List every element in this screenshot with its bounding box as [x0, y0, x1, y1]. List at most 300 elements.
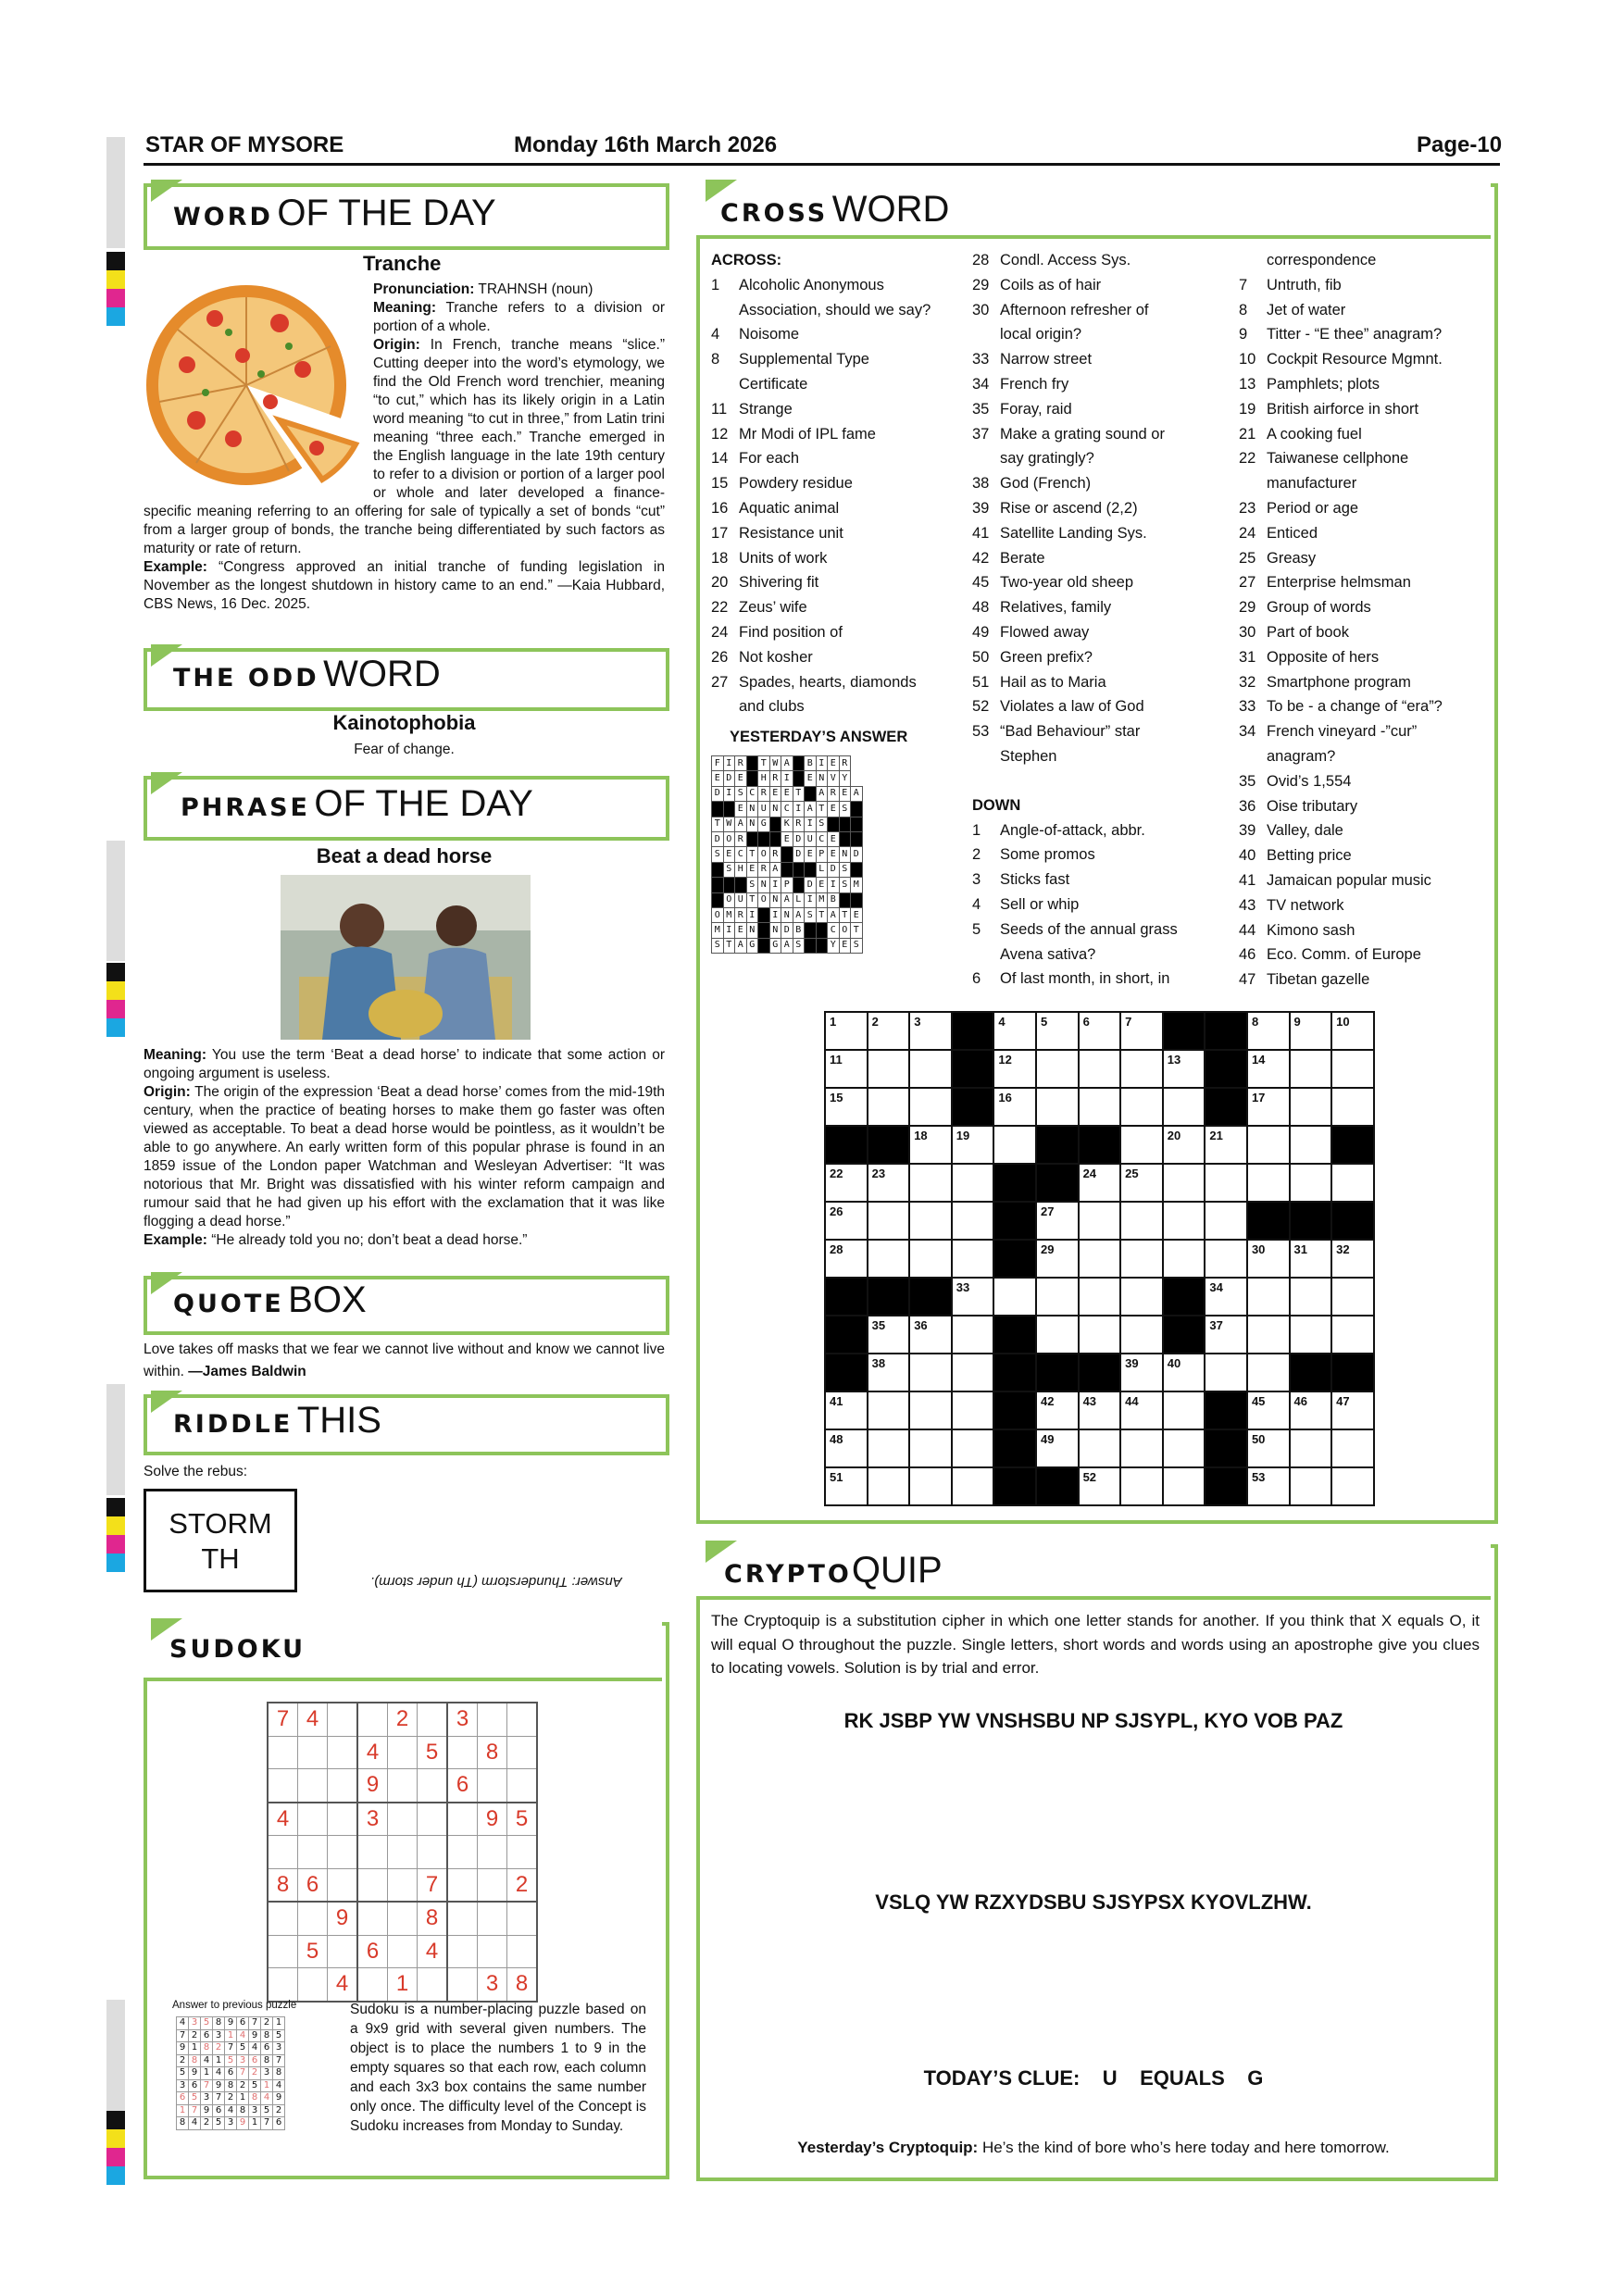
- crossword-cell[interactable]: [1120, 1240, 1163, 1278]
- sudoku-cell[interactable]: [447, 1968, 478, 2002]
- answer-letter: O: [758, 892, 770, 907]
- crossword-cell[interactable]: [952, 1240, 994, 1278]
- sudoku-cell: 3: [447, 1703, 478, 1736]
- crossword-cell[interactable]: [909, 1391, 952, 1429]
- clue-text: TV network: [1267, 896, 1344, 914]
- crossword-cell[interactable]: [1205, 1126, 1247, 1164]
- crossword-cell[interactable]: [1331, 1164, 1374, 1202]
- sudoku-cell[interactable]: [447, 1736, 478, 1769]
- answer-cell: 5: [273, 2029, 285, 2042]
- crossword-cell[interactable]: [1120, 1012, 1163, 1050]
- crossword-cell[interactable]: [1205, 1316, 1247, 1354]
- sudoku-cell[interactable]: [478, 1868, 507, 1902]
- crossword-cell[interactable]: [1120, 1354, 1163, 1391]
- black-square: [723, 878, 735, 892]
- sudoku-cell[interactable]: [357, 1902, 388, 1935]
- crossword-cell[interactable]: [1120, 1429, 1163, 1467]
- crossword-cell[interactable]: [1036, 1088, 1079, 1126]
- black-square: [805, 786, 817, 801]
- crossword-cell[interactable]: [1120, 1391, 1163, 1429]
- sudoku-cell[interactable]: [268, 1836, 298, 1869]
- clue-text: Untruth, fib: [1267, 276, 1342, 293]
- crossword-cell[interactable]: [825, 1391, 868, 1429]
- cell-number: [1121, 1468, 1162, 1470]
- crossword-cell[interactable]: [1079, 1050, 1121, 1088]
- crossword-cell[interactable]: [952, 1278, 994, 1316]
- sudoku-cell[interactable]: [418, 1803, 448, 1836]
- crossword-cell[interactable]: [1036, 1050, 1079, 1088]
- cell-number: 36: [914, 1318, 928, 1332]
- sudoku-cell[interactable]: [418, 1769, 448, 1803]
- black-square: [828, 817, 840, 831]
- cell-number: 38: [871, 1356, 886, 1370]
- crossword-cell[interactable]: [1120, 1050, 1163, 1088]
- crossword-cell[interactable]: [952, 1354, 994, 1391]
- crossword-cell[interactable]: [993, 1126, 1036, 1164]
- clue-number: 22: [711, 599, 729, 617]
- answer-letter: A: [781, 892, 793, 907]
- crossword-cell[interactable]: [868, 1354, 910, 1391]
- sudoku-cell[interactable]: [388, 1868, 418, 1902]
- crossword-cell[interactable]: [1036, 1278, 1079, 1316]
- cell-number: [1164, 1089, 1205, 1091]
- clue-number: 23: [1239, 499, 1256, 517]
- crossword-cell[interactable]: [1205, 1278, 1247, 1316]
- crossword-cell[interactable]: [1163, 1202, 1206, 1240]
- answer-cell: 6: [177, 2092, 189, 2105]
- crossword-cell[interactable]: [1247, 1391, 1290, 1429]
- clue-text: Stephen: [1000, 747, 1057, 765]
- crossword-cell[interactable]: [1079, 1012, 1121, 1050]
- cell-number: [1164, 1392, 1205, 1394]
- crossword-cell[interactable]: [1163, 1126, 1206, 1164]
- crossword-cell[interactable]: [1079, 1467, 1121, 1505]
- clue-number: [1239, 471, 1267, 496]
- crossword-cell[interactable]: [1079, 1240, 1121, 1278]
- sudoku-cell[interactable]: [268, 1902, 298, 1935]
- crossword-cell[interactable]: [993, 1050, 1036, 1088]
- crossword-cell[interactable]: [868, 1429, 910, 1467]
- clue-text: Resistance unit: [739, 524, 843, 542]
- crossword-cell[interactable]: [1163, 1050, 1206, 1088]
- across-clue: [711, 422, 952, 447]
- sudoku-cell[interactable]: [478, 1703, 507, 1736]
- crossword-cell[interactable]: [1331, 1240, 1374, 1278]
- crossword-cell[interactable]: [1290, 1164, 1332, 1202]
- sudoku-cell[interactable]: [328, 1803, 358, 1836]
- sudoku-cell[interactable]: [388, 1803, 418, 1836]
- crossword-cell[interactable]: [909, 1012, 952, 1050]
- sudoku-cell[interactable]: [418, 1968, 448, 2002]
- sudoku-cell[interactable]: [328, 1868, 358, 1902]
- cell-number: [1080, 1316, 1120, 1318]
- sudoku-cell[interactable]: [388, 1935, 418, 1968]
- crossword-cell[interactable]: [1247, 1240, 1290, 1278]
- crossword-cell[interactable]: [1331, 1316, 1374, 1354]
- crossword-cell[interactable]: [909, 1050, 952, 1088]
- crossword-cell[interactable]: [952, 1467, 994, 1505]
- clue-number: 1: [972, 821, 981, 839]
- answer-cell: 8: [201, 2042, 213, 2055]
- crossword-cell[interactable]: [1290, 1126, 1332, 1164]
- across-clue: [711, 446, 952, 471]
- clue-number: 49: [972, 623, 990, 641]
- answer-cell: 4: [225, 2104, 237, 2117]
- sudoku-cell[interactable]: [357, 1868, 388, 1902]
- registration-cyan: [106, 1018, 125, 1037]
- across-clue: [972, 744, 1231, 769]
- answer-letter: H: [735, 862, 747, 877]
- sudoku-cell[interactable]: [447, 1803, 478, 1836]
- clue-number: 1: [711, 276, 720, 293]
- crossword-cell[interactable]: [1331, 1050, 1374, 1088]
- sudoku-cell[interactable]: [328, 1836, 358, 1869]
- crossword-cell[interactable]: [1331, 1088, 1374, 1126]
- crossword-cell[interactable]: [909, 1240, 952, 1278]
- answer-cell: 6: [249, 2054, 261, 2067]
- crossword-cell[interactable]: [1079, 1088, 1121, 1126]
- sudoku-cell[interactable]: [478, 1836, 507, 1869]
- registration-yellow: [106, 981, 125, 1000]
- crossword-cell[interactable]: [909, 1429, 952, 1467]
- cell-number: [1037, 1279, 1078, 1280]
- crossword-cell[interactable]: [1120, 1164, 1163, 1202]
- cell-number: 23: [871, 1167, 886, 1180]
- black-square: [1163, 1316, 1206, 1354]
- crossword-cell[interactable]: [1120, 1088, 1163, 1126]
- cell-number: 14: [1251, 1053, 1266, 1067]
- crossword-cell[interactable]: [1163, 1467, 1206, 1505]
- crossword-cell[interactable]: [825, 1467, 868, 1505]
- crossword-cell[interactable]: [909, 1202, 952, 1240]
- crossword-cell[interactable]: [909, 1354, 952, 1391]
- crossword-cell[interactable]: [1205, 1240, 1247, 1278]
- crossword-cell[interactable]: [1290, 1316, 1332, 1354]
- sudoku-cell[interactable]: [418, 1703, 448, 1736]
- black-square: [868, 1126, 910, 1164]
- clue-number: 48: [972, 599, 990, 617]
- sudoku-cell[interactable]: [298, 1968, 328, 2002]
- crossword-cell[interactable]: [1036, 1429, 1079, 1467]
- answer-letter: G: [769, 938, 781, 953]
- sudoku-cell[interactable]: [268, 1769, 298, 1803]
- clue-text: God (French): [1000, 475, 1092, 493]
- sudoku-cell[interactable]: [328, 1736, 358, 1769]
- sudoku-cell[interactable]: [447, 1935, 478, 1968]
- down-clue: [1239, 893, 1489, 918]
- sudoku-table: [267, 1702, 538, 2003]
- down-clue: [1239, 645, 1489, 670]
- crossword-cell[interactable]: [868, 1240, 910, 1278]
- answer-letter: S: [712, 938, 724, 953]
- crossword-cell[interactable]: [1331, 1278, 1374, 1316]
- cell-number: [868, 1241, 909, 1242]
- crossword-cell[interactable]: [825, 1429, 868, 1467]
- crossword-cell[interactable]: [825, 1088, 868, 1126]
- cell-number: [1248, 1316, 1289, 1318]
- registration-magenta: [106, 1000, 125, 1018]
- word-headword: Tranche: [363, 252, 442, 275]
- sudoku-cell[interactable]: [268, 1968, 298, 2002]
- crossword-cell[interactable]: [1247, 1316, 1290, 1354]
- crossword-cell[interactable]: [868, 1088, 910, 1126]
- answer-letter: U: [758, 802, 770, 817]
- answer-cell: 2: [177, 2054, 189, 2067]
- answer-letter: T: [816, 802, 828, 817]
- answer-letter: O: [839, 923, 851, 938]
- crossword-cell[interactable]: [952, 1202, 994, 1240]
- sudoku-cell[interactable]: [268, 1935, 298, 1968]
- crossword-cell[interactable]: [909, 1088, 952, 1126]
- cell-number: [1164, 1468, 1205, 1470]
- crossword-cell[interactable]: [1079, 1278, 1121, 1316]
- answer-cell: 6: [213, 2104, 225, 2117]
- answer-letter: L: [816, 862, 828, 877]
- crossword-cell[interactable]: [952, 1164, 994, 1202]
- sudoku-cell[interactable]: [388, 1902, 418, 1935]
- cell-number: 27: [1040, 1204, 1055, 1218]
- cell-number: [1332, 1089, 1373, 1091]
- crossword-cell[interactable]: [952, 1126, 994, 1164]
- sudoku-cell[interactable]: [357, 1836, 388, 1869]
- crossword-cell[interactable]: [1331, 1467, 1374, 1505]
- crossword-cell[interactable]: [825, 1240, 868, 1278]
- crossword-cell[interactable]: [1079, 1202, 1121, 1240]
- cell-number: 8: [1251, 1015, 1259, 1029]
- crossword-cell[interactable]: [952, 1391, 994, 1429]
- cryptoquip-line-2: VSLQ YW RZXYDSBU SJSYPSX KYOVLZHW.: [875, 1890, 1312, 1914]
- crossword-cell[interactable]: [1247, 1429, 1290, 1467]
- crossword-cell[interactable]: [909, 1467, 952, 1505]
- sudoku-cell: 3: [357, 1803, 388, 1836]
- down-clue: [972, 917, 1231, 942]
- cell-number: [1080, 1203, 1120, 1204]
- sudoku-cell[interactable]: [328, 1703, 358, 1736]
- crossword-cell[interactable]: [1120, 1278, 1163, 1316]
- cell-number: [868, 1203, 909, 1204]
- crossword-cell[interactable]: [1036, 1240, 1079, 1278]
- crossword-cell[interactable]: [1247, 1088, 1290, 1126]
- crossword-cell[interactable]: [1036, 1316, 1079, 1354]
- crossword-cell[interactable]: [868, 1316, 910, 1354]
- cell-number: 47: [1336, 1394, 1350, 1408]
- sudoku-cell[interactable]: [507, 1769, 538, 1803]
- black-square: [723, 802, 735, 817]
- cell-number: [953, 1316, 993, 1318]
- sudoku-cell[interactable]: [478, 1902, 507, 1935]
- sudoku-cell[interactable]: [447, 1868, 478, 1902]
- crossword-cell[interactable]: [1079, 1164, 1121, 1202]
- crossword-cell[interactable]: [993, 1088, 1036, 1126]
- sudoku-cell[interactable]: [328, 1935, 358, 1968]
- sudoku-cell[interactable]: [328, 1769, 358, 1803]
- clue-text: To be - a change of “era”?: [1267, 698, 1443, 716]
- crossword-cell[interactable]: [952, 1429, 994, 1467]
- answer-letter: M: [816, 892, 828, 907]
- cell-number: 50: [1251, 1432, 1266, 1446]
- down-clue: [1239, 744, 1489, 769]
- clue-text: Hail as to Maria: [1000, 673, 1106, 691]
- answer-cell: 6: [189, 2079, 201, 2092]
- cell-number: 7: [1125, 1015, 1132, 1029]
- crossword-cell[interactable]: [909, 1164, 952, 1202]
- crossword-cell[interactable]: [1290, 1050, 1332, 1088]
- crossword-cell[interactable]: [909, 1126, 952, 1164]
- crossword-cell[interactable]: [909, 1316, 952, 1354]
- crossword-cell[interactable]: [1290, 1278, 1332, 1316]
- sudoku-cell[interactable]: [447, 1836, 478, 1869]
- crossword-cell[interactable]: [1290, 1088, 1332, 1126]
- black-square: [839, 831, 851, 846]
- sudoku-cell[interactable]: [298, 1769, 328, 1803]
- crossword-cell[interactable]: [1163, 1240, 1206, 1278]
- crossword-cell[interactable]: [1036, 1202, 1079, 1240]
- crossword-cell[interactable]: [825, 1050, 868, 1088]
- crossword-cell[interactable]: [1036, 1012, 1079, 1050]
- crossword-cell[interactable]: [1120, 1202, 1163, 1240]
- cell-number: [1291, 1089, 1331, 1091]
- answer-cell: 3: [189, 2017, 201, 2030]
- sudoku-cell[interactable]: [298, 1803, 328, 1836]
- crossword-cell[interactable]: [1163, 1391, 1206, 1429]
- crossword-cell[interactable]: [1247, 1278, 1290, 1316]
- crossword-cell[interactable]: [1205, 1202, 1247, 1240]
- crossword-cell[interactable]: [825, 1202, 868, 1240]
- crossword-cell[interactable]: [1079, 1429, 1121, 1467]
- answer-letter: S: [839, 878, 851, 892]
- cell-number: [1206, 1354, 1246, 1356]
- sudoku-cell[interactable]: [507, 1736, 538, 1769]
- crossword-cell[interactable]: [1247, 1012, 1290, 1050]
- sudoku-cell[interactable]: [478, 1935, 507, 1968]
- crossword-cell[interactable]: [1163, 1429, 1206, 1467]
- sudoku-cell[interactable]: [507, 1836, 538, 1869]
- crossword-cell[interactable]: [1120, 1126, 1163, 1164]
- crossword-cell[interactable]: [868, 1164, 910, 1202]
- crossword-cell[interactable]: [868, 1467, 910, 1505]
- crossword-cell[interactable]: [868, 1202, 910, 1240]
- black-square: [746, 831, 758, 846]
- clue-text: Kimono sash: [1267, 921, 1355, 939]
- answer-letter: Y: [839, 771, 851, 786]
- crossword-cell[interactable]: [825, 1164, 868, 1202]
- across-clue: [711, 670, 952, 695]
- answer-cell: 8: [213, 2017, 225, 2030]
- crossword-cell[interactable]: [825, 1012, 868, 1050]
- crossword-cell[interactable]: [1247, 1467, 1290, 1505]
- crossword-cell[interactable]: [868, 1391, 910, 1429]
- crossword-cell[interactable]: [1290, 1429, 1332, 1467]
- riddle-prompt: Solve the rebus:: [144, 1464, 248, 1479]
- across-clue: [972, 595, 1231, 620]
- black-square: [769, 831, 781, 846]
- sudoku-cell[interactable]: [507, 1902, 538, 1935]
- crossword-cell[interactable]: [993, 1012, 1036, 1050]
- down-clue: [1239, 818, 1489, 843]
- crossword-cell[interactable]: [1079, 1316, 1121, 1354]
- crossword-cell[interactable]: [1205, 1354, 1247, 1391]
- crossword-cell[interactable]: [1331, 1012, 1374, 1050]
- sudoku-cell[interactable]: [507, 1703, 538, 1736]
- sudoku-cell[interactable]: [507, 1935, 538, 1968]
- answer-letter: I: [816, 756, 828, 771]
- crossword-cell[interactable]: [1247, 1050, 1290, 1088]
- crossword-cell[interactable]: [993, 1278, 1036, 1316]
- clue-number: [1239, 248, 1267, 273]
- crossword-cell[interactable]: [1331, 1391, 1374, 1429]
- cell-number: 11: [830, 1053, 843, 1067]
- sudoku-cell[interactable]: [388, 1836, 418, 1869]
- crossword-cell[interactable]: [1290, 1391, 1332, 1429]
- crossword-cell[interactable]: [1079, 1391, 1121, 1429]
- answer-letter: T: [746, 892, 758, 907]
- crossword-cell[interactable]: [1247, 1354, 1290, 1391]
- crossword-cell[interactable]: [1290, 1240, 1332, 1278]
- answer-cell: 6: [261, 2042, 273, 2055]
- crossword-cell[interactable]: [1120, 1316, 1163, 1354]
- answer-letter: O: [723, 831, 735, 846]
- crossword-cell[interactable]: [1163, 1354, 1206, 1391]
- clue-number: 30: [1239, 623, 1256, 641]
- sudoku-cell[interactable]: [357, 1968, 388, 2002]
- crossword-cell[interactable]: [1205, 1164, 1247, 1202]
- black-square: [758, 938, 770, 953]
- crossword-cell[interactable]: [1163, 1164, 1206, 1202]
- crossword-cell[interactable]: [868, 1012, 910, 1050]
- sudoku-cell[interactable]: [298, 1902, 328, 1935]
- crossword-cell[interactable]: [1290, 1012, 1332, 1050]
- sudoku-cell[interactable]: [388, 1769, 418, 1803]
- sudoku-cell[interactable]: [298, 1736, 328, 1769]
- sudoku-cell[interactable]: [418, 1836, 448, 1869]
- clue-text: Green prefix?: [1000, 648, 1093, 666]
- cell-number: [1332, 1316, 1373, 1318]
- sudoku-cell: 8: [418, 1902, 448, 1935]
- riddle-answer-upside-down: Answer: Thunderstorm (Th under storm).: [370, 1574, 622, 1590]
- clue-text: Cockpit Resource Mgmnt.: [1267, 351, 1443, 368]
- sudoku-cell[interactable]: [298, 1836, 328, 1869]
- crossword-cell[interactable]: [952, 1316, 994, 1354]
- sudoku-cell[interactable]: [478, 1769, 507, 1803]
- cell-number: [1291, 1430, 1331, 1432]
- sudoku-cell[interactable]: [357, 1703, 388, 1736]
- crossword-cell[interactable]: [1331, 1429, 1374, 1467]
- crossword-cell[interactable]: [868, 1050, 910, 1088]
- crossword-cell[interactable]: [1036, 1391, 1079, 1429]
- crossword-cell[interactable]: [1247, 1126, 1290, 1164]
- sudoku-cell[interactable]: [388, 1736, 418, 1769]
- sudoku-cell: 7: [268, 1703, 298, 1736]
- black-square: [746, 756, 758, 771]
- cell-number: [1332, 1165, 1373, 1167]
- clue-text: Angle-of-attack, abbr.: [1000, 821, 1145, 839]
- clue-text: Two-year old sheep: [1000, 574, 1133, 592]
- cell-number: [953, 1165, 993, 1167]
- clue-number: 40: [1239, 847, 1256, 865]
- clue-number: 11: [711, 400, 728, 418]
- clue-number: 43: [1239, 896, 1256, 914]
- sudoku-cell[interactable]: [268, 1736, 298, 1769]
- crossword-cell[interactable]: [1247, 1164, 1290, 1202]
- crossword-cell[interactable]: [1163, 1088, 1206, 1126]
- answer-cell: 5: [249, 2079, 261, 2092]
- crossword-cell[interactable]: [1120, 1467, 1163, 1505]
- crossword-cell[interactable]: [1290, 1467, 1332, 1505]
- cell-number: [1291, 1165, 1331, 1167]
- sudoku-cell[interactable]: [447, 1902, 478, 1935]
- across-clues-col1: [711, 248, 952, 750]
- answer-letter: N: [816, 771, 828, 786]
